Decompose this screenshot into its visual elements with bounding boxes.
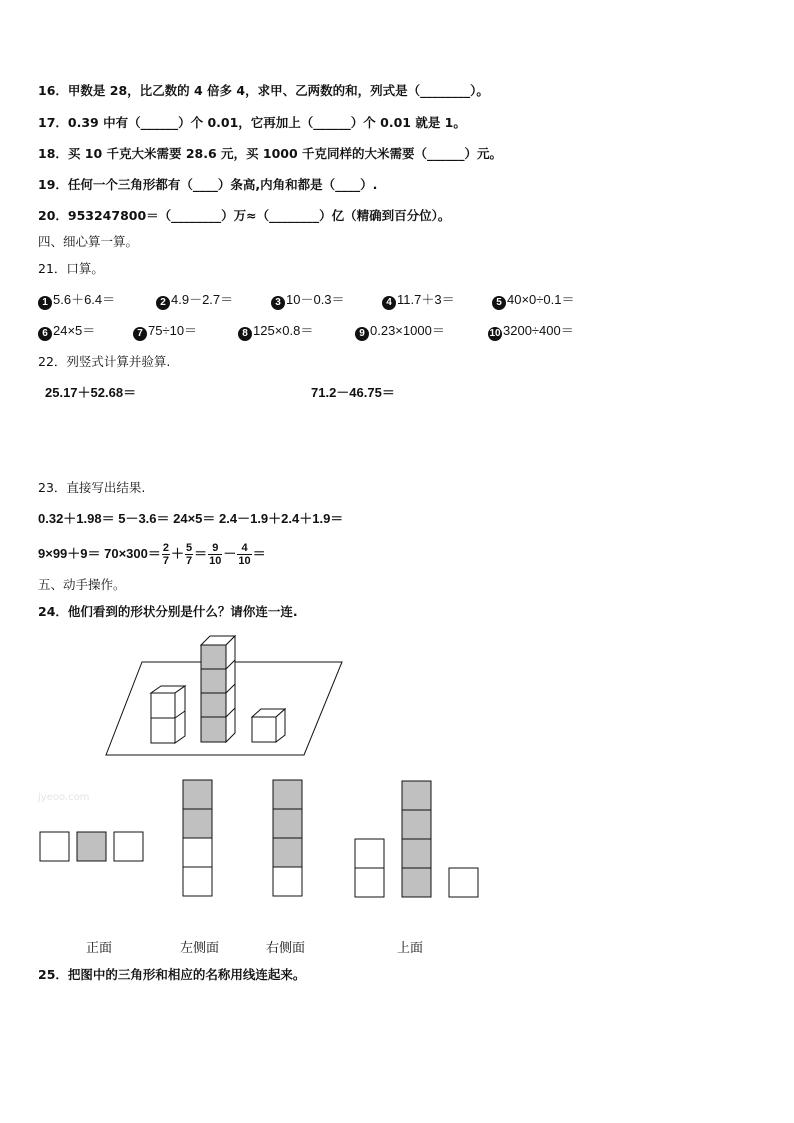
left-cube-stack bbox=[151, 686, 185, 743]
question-19: 19．任何一个三角形都有（____）条高,内角和都是（____）. bbox=[38, 177, 378, 192]
label-right-side: 右侧面 bbox=[266, 941, 306, 956]
oral-item: 2 4.9－2.7＝ bbox=[156, 291, 233, 310]
oral-item: 9 0.23×1000＝ bbox=[355, 322, 445, 341]
oral-item: 1 5.6＋6.4＝ bbox=[38, 291, 115, 310]
fraction: $\frac{5}{7}$ bbox=[186, 542, 193, 568]
label-front: 正面 bbox=[86, 941, 113, 956]
direct-result-row-2: 9×99＋9＝ 70×300＝ $\frac{2}{7}$ ＋ $\frac{5}{7}$ ＝ $\frac{9}{10}$ － $\frac{4}{10}$ ＝ bbox=[38, 542, 266, 568]
oral-item: 3 10－0.3＝ bbox=[271, 291, 345, 310]
oral-item: 8 125×0.8＝ bbox=[238, 322, 313, 341]
oral-item: 5 40×0÷0.1＝ bbox=[492, 291, 575, 310]
direct-result-row-1: 0.32＋1.98＝ 5－3.6＝ 24×5＝ 2.4－1.9＋2.4＋1.9＝ bbox=[38, 511, 344, 526]
question-24: 24．他们看到的形状分别是什么？请你连一连. bbox=[38, 604, 298, 619]
oral-item: 10 3200÷400＝ bbox=[489, 323, 574, 339]
question-25: 25．把图中的三角形和相应的名称用线连起来。 bbox=[38, 967, 306, 982]
fraction: $\frac{2}{7}$ bbox=[162, 542, 169, 568]
question-21: 21．口算。 bbox=[38, 261, 104, 276]
row-2-prefix: 9×99＋9＝ 70×300＝ bbox=[38, 546, 161, 561]
section-5-heading: 五、动手操作。 bbox=[38, 577, 126, 592]
view-option-3 bbox=[273, 780, 302, 896]
question-16: 16．甲数是 28，比乙数的 4 倍多 4，求甲、乙两数的和，列式是（________）。 bbox=[38, 83, 489, 98]
question-22: 22．列竖式计算并验算. bbox=[38, 354, 171, 369]
fraction: $\frac{9}{10}$ bbox=[209, 542, 222, 568]
view-option-4 bbox=[355, 781, 478, 897]
question-20: 20．953247800＝（________）万≈（________）亿（精确到百分位）。 bbox=[38, 208, 451, 223]
label-left-side: 左侧面 bbox=[180, 941, 220, 956]
view-option-1 bbox=[40, 832, 143, 861]
vertical-calc-1: 25.17＋52.68＝ bbox=[45, 385, 137, 400]
label-top: 上面 bbox=[397, 941, 424, 956]
question-18: 18．买 10 千克大米需要 28.6 元，买 1000 千克同样的大米需要（______）元。 bbox=[38, 146, 503, 161]
view-option-2 bbox=[183, 780, 212, 896]
oral-item: 7 75÷10＝ bbox=[133, 322, 197, 341]
question-23: 23．直接写出结果. bbox=[38, 480, 146, 495]
tall-cube-stack bbox=[201, 636, 235, 742]
vertical-calc-2: 71.2－46.75＝ bbox=[311, 385, 395, 400]
single-cube bbox=[252, 709, 285, 742]
question-17: 17．0.39 中有（______）个 0.01，它再加上（______）个 0.01 就是 1。 bbox=[38, 115, 466, 130]
oral-item: 6 24×5＝ bbox=[38, 322, 95, 341]
oral-item: 4 11.7＋3＝ bbox=[382, 291, 455, 310]
fraction: $\frac{4}{10}$ bbox=[238, 542, 251, 568]
section-4-heading: 四、细心算一算。 bbox=[38, 234, 139, 249]
watermark: jyeoo.com bbox=[38, 792, 90, 803]
